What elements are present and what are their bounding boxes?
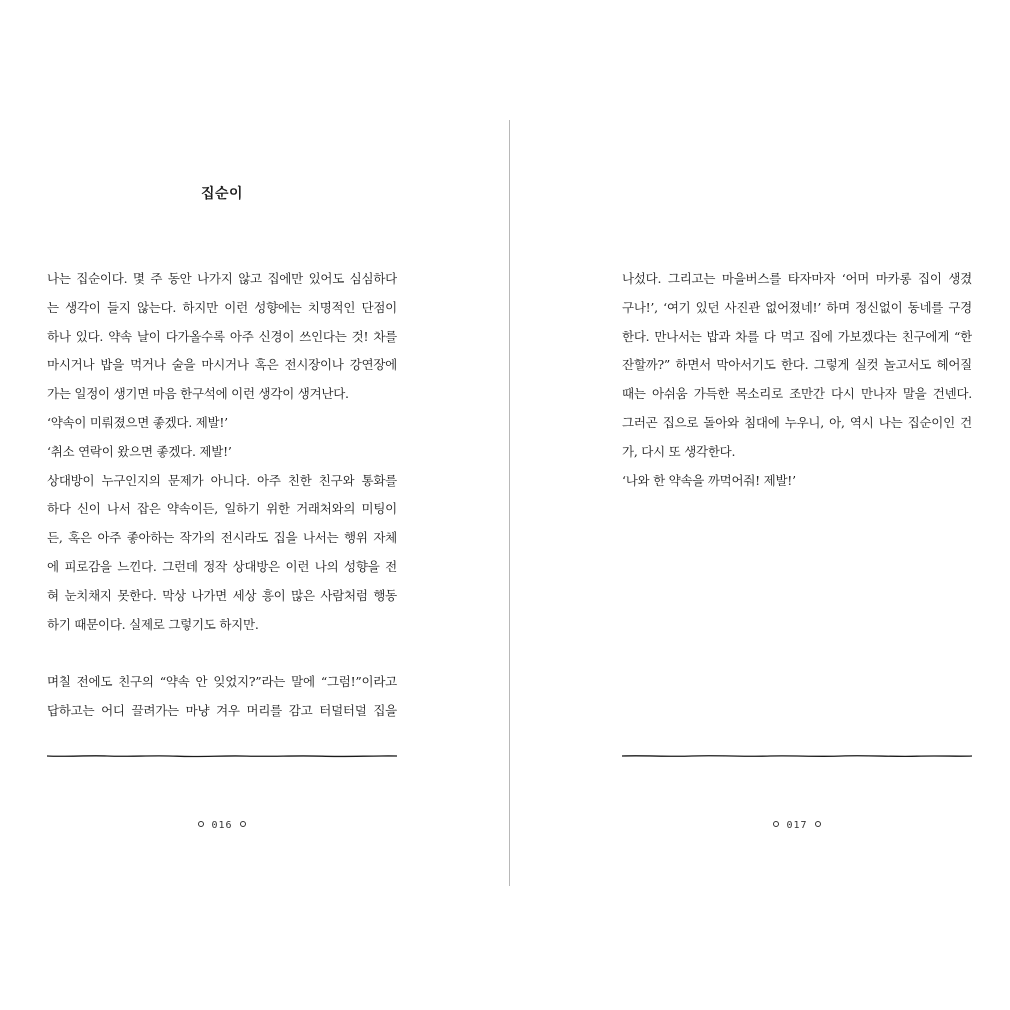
text-line: 혀 눈치채지 못한다. 막상 나가면 세상 흥이 많은 사람처럼 행동 [47,587,397,603]
bullet-icon [198,821,204,827]
page-number-text: 017 [786,820,808,831]
bottom-rule [622,752,972,760]
text-line: ‘나와 한 약속을 까먹어줘! 제발!’ [622,472,796,488]
text-line: 때는 아쉬움 가득한 목소리로 조만간 다시 만나자 말을 건넨다. [622,386,972,402]
text-line: 그러곤 집으로 돌아와 침대에 누우니, 아, 역시 나는 집순이인 건 [622,414,972,430]
text-line: 하기 때문이다. 실제로 그렇기도 하지만. [47,616,259,632]
text-line: 하다 신이 나서 잡은 약속이든, 일하기 위한 거래처와의 미팅이 [47,501,397,517]
left-page [47,0,397,1010]
text-line: 구나!’, ‘여기 있던 사진관 없어졌네!’ 하며 정신없이 동네를 구경 [622,299,972,315]
left-body-text [47,265,397,726]
text-line: 며칠 전에도 친구의 “약속 안 잊었지?”라는 말에 “그럼!”이라고 [47,674,397,690]
text-line: ‘약속이 미뤄졌으면 좋겠다. 제발!’ [47,414,228,430]
text-line: 에 피로감을 느낀다. 그런데 정작 상대방은 이런 나의 성향을 전 [47,558,397,574]
paragraph-gap [47,639,397,668]
text-line: ‘취소 연락이 왔으면 좋겠다. 제발!’ [47,443,232,459]
text-line: 가는 일정이 생기면 마음 한구석에 이런 생각이 생겨난다. [47,386,349,402]
text-line: 나섰다. 그리고는 마을버스를 타자마자 ‘어머 마카롱 집이 생겼 [622,271,972,286]
page-number [622,820,972,831]
text-line: 든, 혹은 아주 좋아하는 작가의 전시라도 집을 나서는 행위 자체 [47,530,397,546]
page-number [47,820,397,831]
text-line: 가, 다시 또 생각한다. [622,443,736,459]
bullet-icon [240,821,246,827]
chapter-title: 집순이 [200,186,244,202]
right-page [622,0,972,1010]
text-line: 잔할까?” 하면서 막아서기도 한다. 그렇게 실컷 놀고서도 헤어질 [622,357,972,373]
text-line: 는 생각이 들지 않는다. 하지만 이런 성향에는 치명적인 단점이 [47,299,397,315]
bullet-icon [773,821,779,827]
text-line: 한다. 만나서는 밥과 차를 다 먹고 집에 가보겠다는 친구에게 “한 [622,328,972,344]
text-line: 상대방이 누구인지의 문제가 아니다. 아주 친한 친구와 통화를 [47,472,397,488]
bullet-icon [815,821,821,827]
bottom-rule [47,752,397,760]
text-line: 답하고는 어디 끌려가는 마냥 겨우 머리를 감고 터덜터덜 집을 [47,702,397,718]
page-number-text: 016 [211,820,233,831]
right-body-text [622,265,972,495]
text-line: 마시거나 밥을 먹거나 술을 마시거나 혹은 전시장이나 강연장에 [47,357,397,373]
page-gutter-divider [509,120,510,886]
text-line: 하나 있다. 약속 날이 다가올수록 아주 신경이 쓰인다는 것! 차를 [47,328,397,344]
text-line: 나는 집순이다. 몇 주 동안 나가지 않고 집에만 있어도 심심하다 [47,271,397,286]
